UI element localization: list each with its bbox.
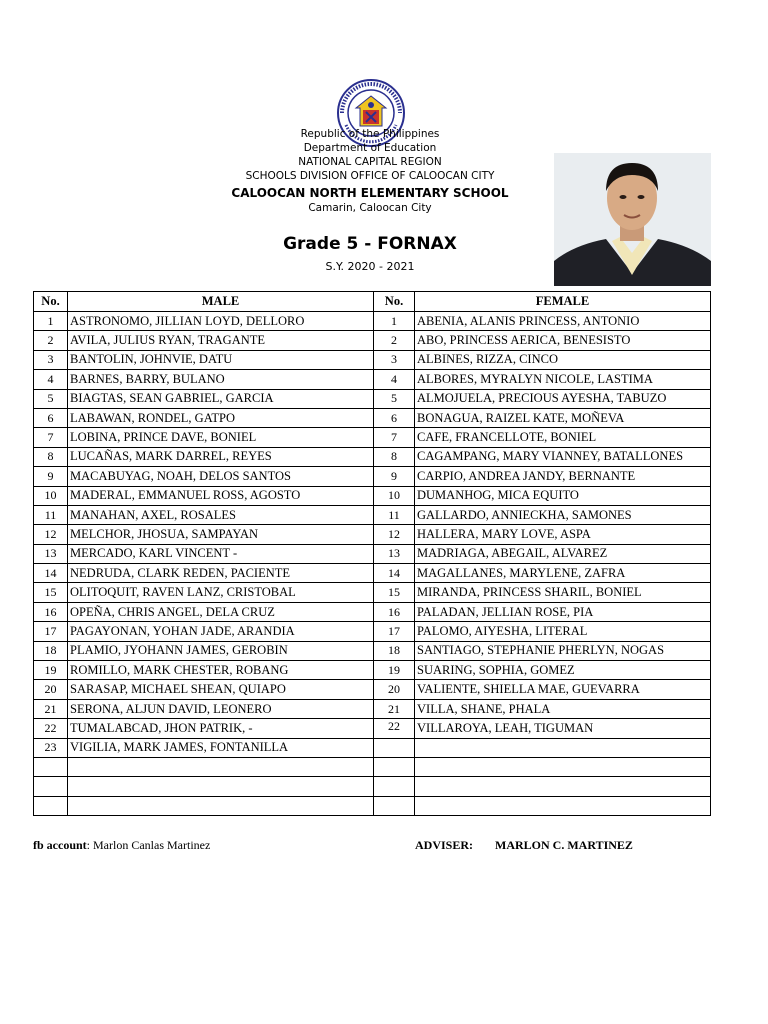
male-name: PAGAYONAN, YOHAN JADE, ARANDIA xyxy=(68,622,374,641)
table-row xyxy=(34,719,711,738)
male-number: 8 xyxy=(34,447,68,466)
department-line: Department of Education xyxy=(303,142,437,154)
female-number: 18 xyxy=(374,641,415,660)
table-header-row xyxy=(34,292,711,312)
male-name: MANAHAN, AXEL, ROSALES xyxy=(68,505,374,524)
country-line: Republic of the Philippines xyxy=(300,128,440,140)
table-row xyxy=(34,602,711,621)
male-number xyxy=(34,796,68,815)
female-number: 9 xyxy=(374,467,415,486)
male-number: 2 xyxy=(34,331,68,350)
female-name: SUARING, SOPHIA, GOMEZ xyxy=(415,661,711,680)
table-row xyxy=(34,312,711,331)
male-name: BARNES, BARRY, BULANO xyxy=(68,370,374,389)
female-number: 8 xyxy=(374,447,415,466)
table-row xyxy=(34,757,711,776)
female-name: ABENIA, ALANIS PRINCESS, ANTONIO xyxy=(415,312,711,331)
male-name: AVILA, JULIUS RYAN, TRAGANTE xyxy=(68,331,374,350)
female-number: 20 xyxy=(374,680,415,699)
male-name: TUMALABCAD, JHON PATRIK, - xyxy=(68,719,374,738)
male-header: MALE xyxy=(68,292,374,312)
female-name: ALBORES, MYRALYN NICOLE, LASTIMA xyxy=(415,370,711,389)
female-number: 2 xyxy=(374,331,415,350)
male-number: 19 xyxy=(34,661,68,680)
male-number: 16 xyxy=(34,602,68,621)
male-name: MELCHOR, JHOSUA, SAMPAYAN xyxy=(68,525,374,544)
table-row xyxy=(34,331,711,350)
male-number: 15 xyxy=(34,583,68,602)
female-number: 17 xyxy=(374,622,415,641)
female-name: ALMOJUELA, PRECIOUS AYESHA, TABUZO xyxy=(415,389,711,408)
table-row xyxy=(34,350,711,369)
male-number: 23 xyxy=(34,738,68,757)
division-line: SCHOOLS DIVISION OFFICE OF CALOOCAN CITY xyxy=(245,170,495,182)
female-number: 4 xyxy=(374,370,415,389)
roster-body xyxy=(34,312,711,816)
table-row xyxy=(34,680,711,699)
female-name xyxy=(415,757,711,776)
document-header xyxy=(200,127,540,274)
female-name: MIRANDA, PRINCESS SHARIL, BONIEL xyxy=(415,583,711,602)
table-row xyxy=(34,505,711,524)
female-name: ALBINES, RIZZA, CINCO xyxy=(415,350,711,369)
table-row xyxy=(34,796,711,815)
male-number: 22 xyxy=(34,719,68,738)
male-name: SARASAP, MICHAEL SHEAN, QUIAPO xyxy=(68,680,374,699)
male-name: MERCADO, KARL VINCENT - xyxy=(68,544,374,563)
male-number xyxy=(34,777,68,796)
female-number: 21 xyxy=(374,699,415,718)
table-row xyxy=(34,389,711,408)
male-name: NEDRUDA, CLARK REDEN, PACIENTE xyxy=(68,564,374,583)
female-name: BONAGUA, RAIZEL KATE, MOÑEVA xyxy=(415,408,711,427)
female-number xyxy=(374,757,415,776)
fb-account xyxy=(33,838,210,853)
female-number: 6 xyxy=(374,408,415,427)
male-name xyxy=(68,777,374,796)
adviser-photo xyxy=(554,153,711,286)
female-name: DUMANHOG, MICA EQUITO xyxy=(415,486,711,505)
female-name xyxy=(415,777,711,796)
table-row xyxy=(34,408,711,427)
male-number: 20 xyxy=(34,680,68,699)
male-number: 10 xyxy=(34,486,68,505)
female-number: 3 xyxy=(374,350,415,369)
female-name: SANTIAGO, STEPHANIE PHERLYN, NOGAS xyxy=(415,641,711,660)
female-number: 10 xyxy=(374,486,415,505)
male-number xyxy=(34,757,68,776)
school-name: CALOOCAN NORTH ELEMENTARY SCHOOL xyxy=(231,186,509,200)
table-row xyxy=(34,699,711,718)
male-name: PLAMIO, JYOHANN JAMES, GEROBIN xyxy=(68,641,374,660)
female-number: 14 xyxy=(374,564,415,583)
adviser xyxy=(415,838,633,853)
table-row xyxy=(34,661,711,680)
table-row xyxy=(34,738,711,757)
male-name: ROMILLO, MARK CHESTER, ROBANG xyxy=(68,661,374,680)
male-name: ASTRONOMO, JILLIAN LOYD, DELLORO xyxy=(68,312,374,331)
female-name: VILLAROYA, LEAH, TIGUMAN xyxy=(415,719,711,738)
male-name: BIAGTAS, SEAN GABRIEL, GARCIA xyxy=(68,389,374,408)
female-number: 13 xyxy=(374,544,415,563)
female-name: ABO, PRINCESS AERICA, BENESISTO xyxy=(415,331,711,350)
female-number: 11 xyxy=(374,505,415,524)
male-name: OPEÑA, CHRIS ANGEL, DELA CRUZ xyxy=(68,602,374,621)
female-number: 16 xyxy=(374,602,415,621)
adviser-label: ADVISER: xyxy=(415,838,474,852)
fb-account-value: : Marlon Canlas Martinez xyxy=(86,838,211,852)
male-number: 6 xyxy=(34,408,68,427)
female-number: 19 xyxy=(374,661,415,680)
female-number: 7 xyxy=(374,428,415,447)
female-number xyxy=(374,738,415,757)
male-name: OLITOQUIT, RAVEN LANZ, CRISTOBAL xyxy=(68,583,374,602)
female-number: 22 xyxy=(374,719,415,738)
school-year: S.Y. 2020 - 2021 xyxy=(325,260,415,273)
male-number: 4 xyxy=(34,370,68,389)
female-number: 1 xyxy=(374,312,415,331)
male-number: 5 xyxy=(34,389,68,408)
male-number: 21 xyxy=(34,699,68,718)
table-row xyxy=(34,544,711,563)
female-name: GALLARDO, ANNIECKHA, SAMONES xyxy=(415,505,711,524)
table-row xyxy=(34,564,711,583)
female-name: CAGAMPANG, MARY VIANNEY, BATALLONES xyxy=(415,447,711,466)
male-name: SERONA, ALJUN DAVID, LEONERO xyxy=(68,699,374,718)
table-row xyxy=(34,447,711,466)
table-row xyxy=(34,641,711,660)
male-no-header: No. xyxy=(34,292,68,312)
female-name: VALIENTE, SHIELLA MAE, GUEVARRA xyxy=(415,680,711,699)
female-number xyxy=(374,777,415,796)
female-header: FEMALE xyxy=(415,292,711,312)
female-name: MADRIAGA, ABEGAIL, ALVAREZ xyxy=(415,544,711,563)
male-name: LUCAÑAS, MARK DARREL, REYES xyxy=(68,447,374,466)
male-number: 7 xyxy=(34,428,68,447)
male-number: 17 xyxy=(34,622,68,641)
female-no-header: No. xyxy=(374,292,415,312)
male-name: BANTOLIN, JOHNVIE, DATU xyxy=(68,350,374,369)
male-name: LOBINA, PRINCE DAVE, BONIEL xyxy=(68,428,374,447)
male-name: MACABUYAG, NOAH, DELOS SANTOS xyxy=(68,467,374,486)
female-name xyxy=(415,796,711,815)
female-name: PALOMO, AIYESHA, LITERAL xyxy=(415,622,711,641)
male-name xyxy=(68,757,374,776)
male-name: MADERAL, EMMANUEL ROSS, AGOSTO xyxy=(68,486,374,505)
table-row xyxy=(34,486,711,505)
female-name: CAFE, FRANCELLOTE, BONIEL xyxy=(415,428,711,447)
table-row xyxy=(34,525,711,544)
male-number: 9 xyxy=(34,467,68,486)
region-line: NATIONAL CAPITAL REGION xyxy=(298,156,442,168)
male-number: 12 xyxy=(34,525,68,544)
table-row xyxy=(34,622,711,641)
table-row xyxy=(34,583,711,602)
female-name: MAGALLANES, MARYLENE, ZAFRA xyxy=(415,564,711,583)
table-row xyxy=(34,370,711,389)
adviser-name: MARLON C. MARTINEZ xyxy=(495,838,633,852)
female-number: 12 xyxy=(374,525,415,544)
female-number: 15 xyxy=(374,583,415,602)
table-row xyxy=(34,428,711,447)
class-roster-table xyxy=(33,291,711,816)
male-number: 11 xyxy=(34,505,68,524)
female-number xyxy=(374,796,415,815)
male-number: 1 xyxy=(34,312,68,331)
fb-account-label: fb account xyxy=(33,838,87,852)
male-number: 13 xyxy=(34,544,68,563)
male-name: VIGILIA, MARK JAMES, FONTANILLA xyxy=(68,738,374,757)
table-row xyxy=(34,467,711,486)
female-name: CARPIO, ANDREA JANDY, BERNANTE xyxy=(415,467,711,486)
male-number: 18 xyxy=(34,641,68,660)
male-name: LABAWAN, RONDEL, GATPO xyxy=(68,408,374,427)
female-name: PALADAN, JELLIAN ROSE, PIA xyxy=(415,602,711,621)
class-title: Grade 5 - FORNAX xyxy=(283,234,457,254)
female-name xyxy=(415,738,711,757)
male-number: 3 xyxy=(34,350,68,369)
male-number: 14 xyxy=(34,564,68,583)
school-address: Camarin, Caloocan City xyxy=(308,202,432,214)
female-name: HALLERA, MARY LOVE, ASPA xyxy=(415,525,711,544)
table-row xyxy=(34,777,711,796)
female-name: VILLA, SHANE, PHALA xyxy=(415,699,711,718)
female-number: 5 xyxy=(374,389,415,408)
male-name xyxy=(68,796,374,815)
